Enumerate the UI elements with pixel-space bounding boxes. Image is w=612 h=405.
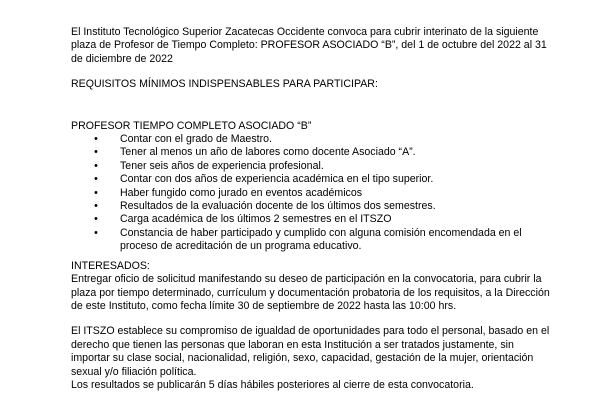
requirement-text: Carga académica de los últimos 2 semestres en el ITSZO — [120, 213, 392, 226]
equality-paragraph: El ITSZO establece su compromiso de igualdad de oportunidades para todo el personal, basado en el derecho que tienen las personas que laboran en esta Institución a ser tratados justamente, sin importar su clase social, nacionalidad, religión, sexo, capacidad, gestación de la mujer, orientación sexual y/o filiación política. — [71, 325, 550, 378]
interested-paragraph: Entregar oficio de solicitud manifestando su deseo de participación en la convocatoria, para cubrir la plaza por tiempo determinado, currículum y documentación probatoria de los requisitos, a la Dirección de este Instituto, como fecha límite 30 de septiembre de 2022 hasta las 10:00 hrs. — [71, 273, 550, 312]
requirement-item — [71, 213, 553, 226]
requirement-item — [71, 200, 553, 213]
requirement-item — [71, 146, 553, 159]
bullet-icon: • — [94, 173, 98, 186]
requirement-item — [71, 227, 553, 254]
interested-heading: INTERESADOS: — [71, 259, 150, 272]
requirement-item — [71, 187, 553, 200]
requirements-heading: REQUISITOS MÍNIMOS INDISPENSABLES PARA PARTICIPAR: — [71, 78, 378, 91]
requirements-list — [71, 133, 553, 254]
bullet-icon: • — [94, 146, 98, 159]
requirement-text: Contar con el grado de Maestro. — [120, 133, 272, 146]
bullet-icon: • — [94, 226, 98, 239]
position-title: PROFESOR TIEMPO COMPLETO ASOCIADO “B” — [71, 119, 312, 132]
requirement-text: Resultados de la evaluación docente de los últimos dos semestres. — [120, 200, 436, 213]
bullet-icon: • — [94, 213, 98, 226]
results-paragraph: Los resultados se publicarán 5 días hábiles posteriores al cierre de esta convocatoria. — [71, 378, 474, 391]
intro-paragraph: El Instituto Tecnológico Superior Zacatecas Occidente convoca para cubrir interinato de la siguiente plaza de Profesor de Tiempo Completo: PROFESOR ASOCIADO “B”, del 1 de octubre del 2022 al 31 de diciembre de 2022 — [71, 26, 547, 65]
requirement-item — [71, 133, 553, 146]
bullet-icon: • — [94, 200, 98, 213]
requirement-text: Tener al menos un año de labores como docente Asociado “A”. — [120, 146, 416, 159]
bullet-icon: • — [94, 159, 98, 172]
document-body — [71, 26, 553, 392]
bullet-icon: • — [94, 186, 98, 199]
requirement-text: Haber fungido como jurado en eventos académicos — [120, 186, 363, 199]
requirement-text: Tener seis años de experiencia profesional. — [120, 159, 324, 172]
requirement-text: Constancia de haber participado y cumplido con alguna comisión encomendada en el proceso de acreditación de un programa educativo. — [120, 226, 522, 253]
requirement-item — [71, 160, 553, 173]
requirement-text: Contar con dos años de experiencia académica en el tipo superior. — [120, 173, 434, 186]
bullet-icon: • — [94, 133, 98, 146]
requirement-item — [71, 173, 553, 186]
